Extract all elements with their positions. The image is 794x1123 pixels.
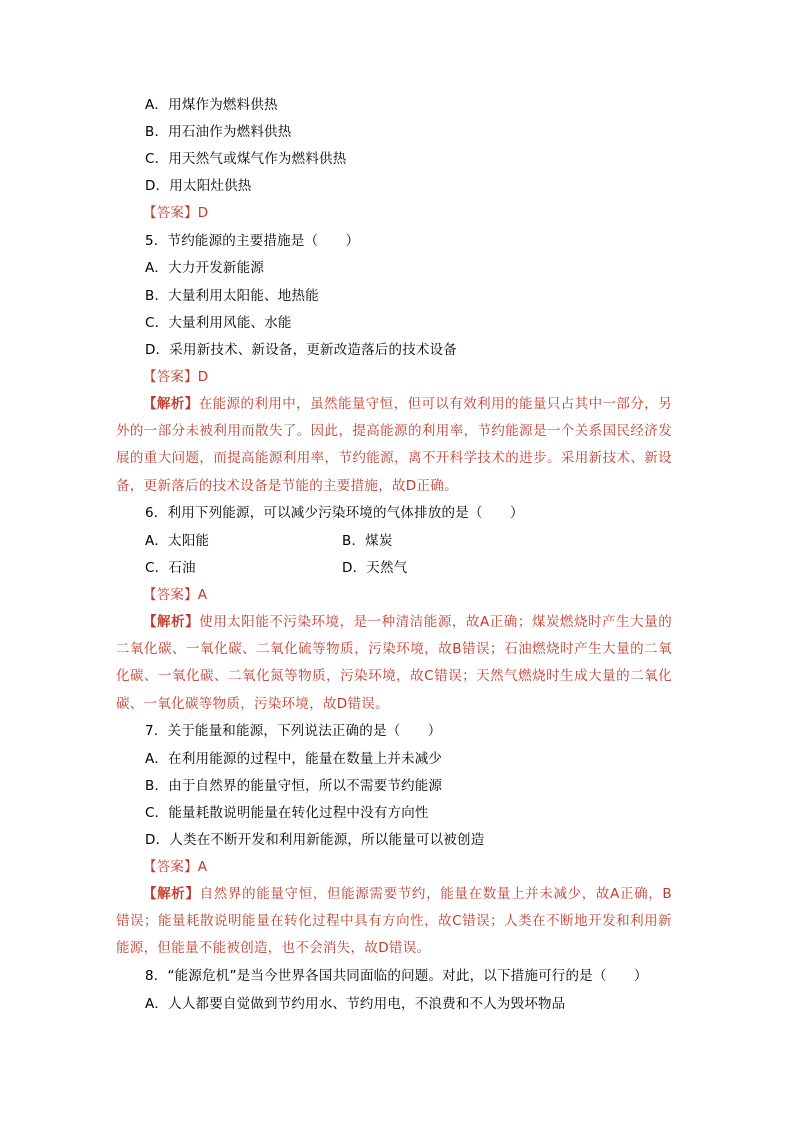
q5-analysis-text: 在能源的利用中，虽然能量守恒，但可以有效利用的能量只占其中一部分，另外的一部分未被利用而散失了。因此，提高能源的利用率，节约能源是一个关系国民经济发展的重大问题，而提高能源利用率，节约能源，离不开科学技术的进步。采用新技术、新设备，更新落后的技术设备是节能的主要措施，故D正确。 bbox=[116, 396, 672, 494]
q6-option-d: D．天然气 bbox=[342, 560, 408, 576]
q5-answer: 【答案】D bbox=[143, 369, 209, 385]
q4-option-b: B．用石油作为燃料供热 bbox=[145, 124, 292, 140]
q7-analysis bbox=[116, 881, 672, 963]
q5-option-a: A．大力开发新能源 bbox=[145, 260, 265, 276]
q7-option-a: A．在利用能源的过程中，能量在数量上并未减少 bbox=[145, 751, 443, 767]
q7-option-b: B．由于自然界的能量守恒，所以不需要节约能源 bbox=[145, 778, 443, 794]
q5-option-d: D．采用新技术、新设备，更新改造落后的技术设备 bbox=[145, 342, 457, 358]
q7-option-d: D．人类在不断开发和利用新能源，所以能量可以被创造 bbox=[145, 832, 485, 848]
q8-option-a: A．人人都要自觉做到节约用水、节约用电，不浪费和不人为毁坏物品 bbox=[145, 996, 566, 1012]
q6-option-c: C．石油 bbox=[145, 560, 196, 576]
q5-option-c: C．大量利用风能、水能 bbox=[145, 315, 292, 331]
q5-option-b: B．大量利用太阳能、地热能 bbox=[145, 288, 319, 304]
q5-analysis bbox=[116, 391, 672, 500]
q6-option-a: A．太阳能 bbox=[145, 533, 210, 549]
q6-answer: 【答案】A bbox=[143, 587, 208, 603]
q4-option-c: C．用天然气或煤气作为燃料供热 bbox=[145, 151, 347, 167]
q8-stem: 8．“能源危机”是当今世界各国共同面临的问题。对此，以下措施可行的是（ ） bbox=[145, 968, 648, 984]
q7-answer: 【答案】A bbox=[143, 859, 208, 875]
q6-analysis-text: 使用太阳能不污染环境，是一种清洁能源，故A正确；煤炭燃烧时产生大量的二氧化碳、一氧化碳、二氧化硫等物质，污染环境，故B错误；石油燃烧时产生大量的二氧化碳、一氧化碳、二氧化氮等物质，污染环境，故C错误；天然气燃烧时生成大量的二氧化碳、一氧化碳等物质，污染环境，故D错误。 bbox=[116, 614, 673, 712]
q4-option-a: A．用煤作为燃料供热 bbox=[145, 97, 278, 113]
q4-answer: 【答案】D bbox=[143, 205, 209, 221]
q7-analysis-tag: 【解析】 bbox=[143, 886, 200, 902]
q5-analysis-tag: 【解析】 bbox=[143, 396, 199, 412]
q7-stem: 7．关于能量和能源，下列说法正确的是（ ） bbox=[145, 723, 442, 739]
q7-analysis-text: 自然界的能量守恒，但能源需要节约，能量在数量上并未减少，故A正确，B错误；能量耗散说明能量在转化过程中具有方向性，故C错误；人类在不断地开发和利用新能源，但能量不能被创造，也不会消失，故D错误。 bbox=[116, 886, 672, 957]
q4-option-d: D．用太阳灶供热 bbox=[145, 178, 252, 194]
q5-stem: 5．节约能源的主要措施是（ ） bbox=[145, 233, 360, 249]
q7-option-c: C．能量耗散说明能量在转化过程中没有方向性 bbox=[145, 805, 429, 821]
q6-option-b: B．煤炭 bbox=[342, 533, 393, 549]
q6-stem: 6．利用下列能源，可以减少污染环境的气体排放的是（ ） bbox=[145, 505, 524, 521]
q6-analysis-tag: 【解析】 bbox=[143, 614, 200, 630]
q6-analysis bbox=[116, 609, 672, 718]
